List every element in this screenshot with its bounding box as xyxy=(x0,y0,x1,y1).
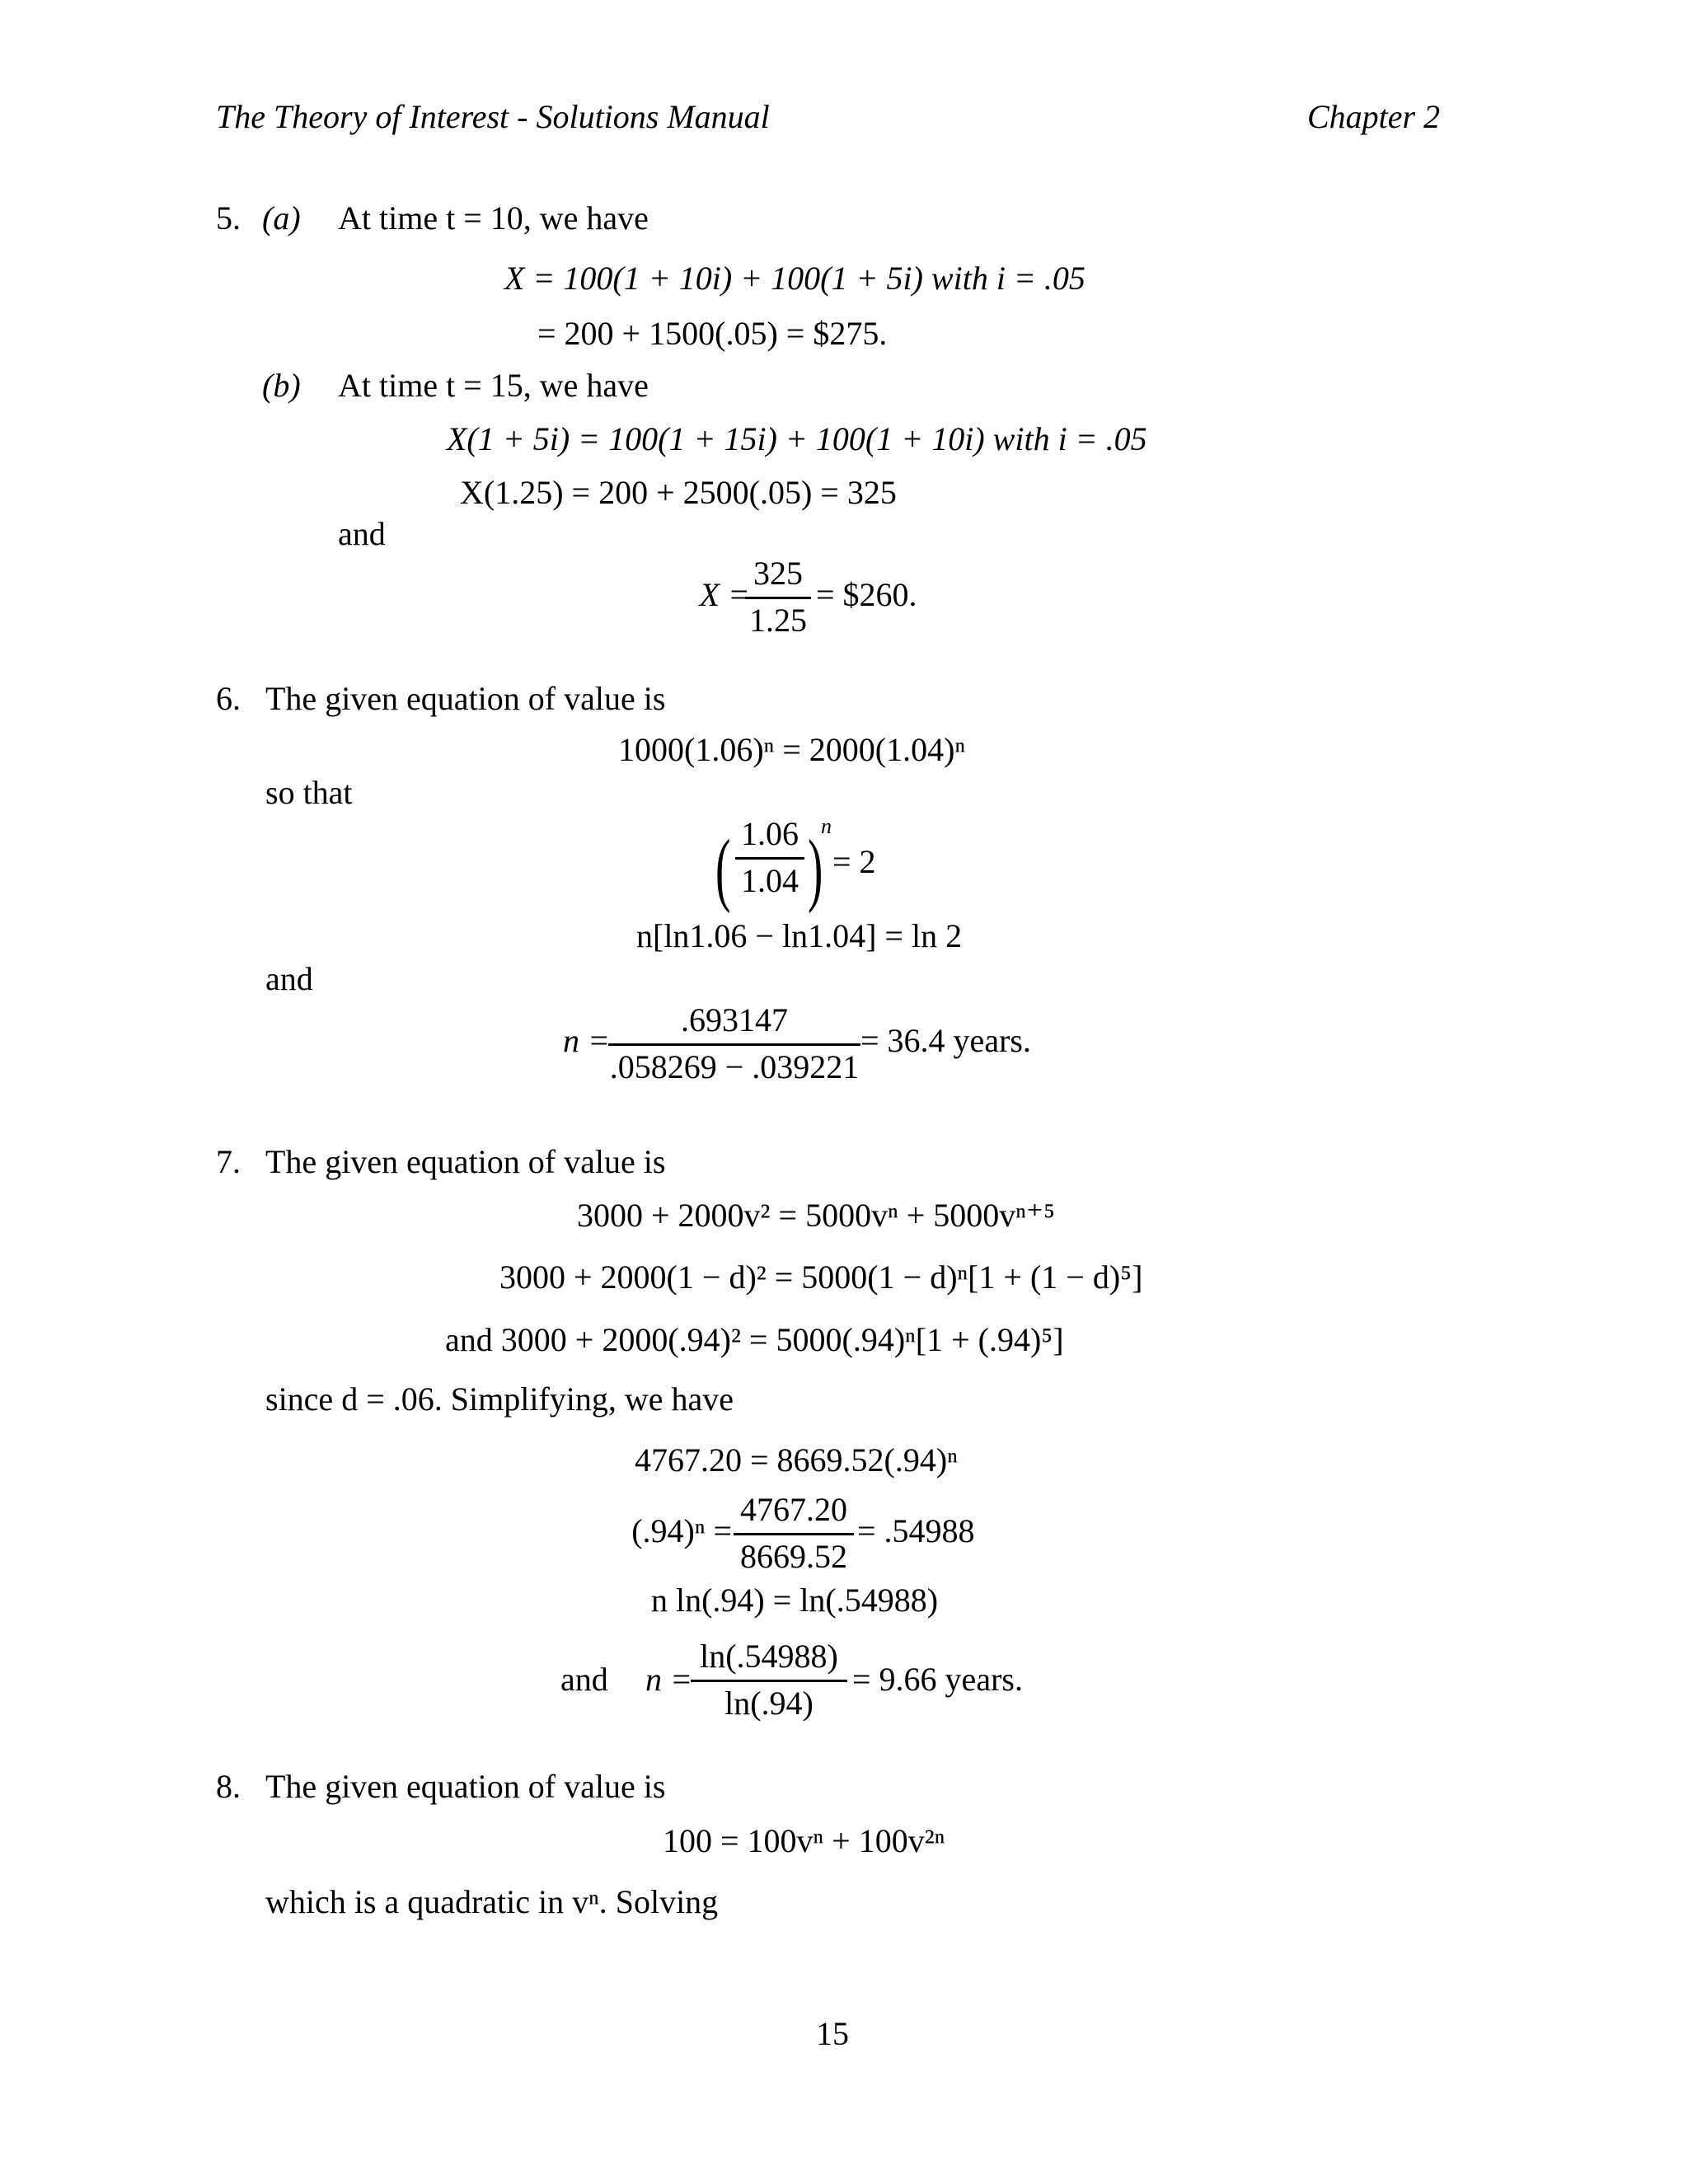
and-text: and xyxy=(560,1661,608,1698)
fraction-6-4 xyxy=(608,1001,860,1085)
numerator: 1.06 xyxy=(741,815,799,852)
problem-6-text: The given equation of value is xyxy=(265,680,666,717)
equation-5b-3-lhs: X = xyxy=(699,576,750,613)
denominator: ln(.94) xyxy=(691,1680,847,1720)
equation-8-1: 100 = 100vⁿ + 100v²ⁿ xyxy=(663,1822,945,1859)
equation-7-1: 3000 + 2000v² = 5000vⁿ + 5000vⁿ⁺⁵ xyxy=(577,1197,1055,1234)
running-header-chapter: Chapter 2 xyxy=(1307,98,1441,135)
since-text: since d = .06. Simplifying, we have xyxy=(265,1380,734,1418)
fraction-7-7 xyxy=(691,1640,847,1720)
numerator: 325 xyxy=(753,555,803,592)
problem-number: 8. xyxy=(216,1768,241,1805)
equation-6-3: n[ln1.06 − ln1.04] = ln 2 xyxy=(636,917,963,954)
equation-7-6: n ln(.94) = ln(.54988) xyxy=(651,1582,939,1619)
equation-5b-3-rhs: = $260. xyxy=(816,576,917,613)
equation-5b-1: X(1 + 5i) = 100(1 + 15i) + 100(1 + 10i) with i = .05 xyxy=(447,420,1147,457)
denominator: .058269 − .039221 xyxy=(608,1043,860,1084)
equation-7-7-lhs: n = xyxy=(645,1661,692,1698)
right-paren: ) xyxy=(808,823,823,914)
equation-5a-2: = 200 + 1500(.05) = $275. xyxy=(537,315,888,352)
denominator: 1.25 xyxy=(745,597,811,637)
problem-number: 7. xyxy=(216,1143,241,1180)
and-text: and xyxy=(338,515,386,552)
equation-5b-2: X(1.25) = 200 + 2500(.05) = 325 xyxy=(460,474,897,511)
denominator: 1.04 xyxy=(735,857,804,898)
fraction-5b xyxy=(745,557,811,637)
equation-7-2: 3000 + 2000(1 − d)² = 5000(1 − d)ⁿ[1 + (1 − d)⁵] xyxy=(499,1258,1143,1296)
problem-number: 6. xyxy=(216,680,241,717)
equation-7-5-rhs: = .54988 xyxy=(857,1512,975,1549)
numerator: 4767.20 xyxy=(740,1491,847,1528)
equation-6-4-rhs: = 36.4 years. xyxy=(860,1022,1031,1059)
and-text: and xyxy=(265,960,313,997)
denominator: 8669.52 xyxy=(734,1533,854,1573)
running-header-title: The Theory of Interest - Solutions Manual xyxy=(216,98,770,135)
numerator: .693147 xyxy=(681,1001,788,1038)
so-that-text: so that xyxy=(265,774,353,811)
equation-7-3: and 3000 + 2000(.94)² = 5000(.94)ⁿ[1 + (.94)⁵] xyxy=(445,1321,1064,1358)
equation-7-5-lhs: (.94)ⁿ = xyxy=(631,1512,732,1549)
problem-number: 5. xyxy=(216,199,241,237)
part-label-a: (a) xyxy=(262,199,301,237)
equation-6-4-lhs: n = xyxy=(563,1022,610,1059)
equation-5a-1: X = 100(1 + 10i) + 100(1 + 5i) with i = .05 xyxy=(504,260,1085,297)
part-label-b: (b) xyxy=(262,367,301,404)
equation-6-1: 1000(1.06)ⁿ = 2000(1.04)ⁿ xyxy=(618,731,966,768)
exponent: n xyxy=(821,814,832,838)
page-number: 15 xyxy=(816,2015,849,2052)
part-b-text: At time t = 15, we have xyxy=(338,367,649,404)
left-paren: ( xyxy=(715,823,731,914)
equation-7-7-rhs: = 9.66 years. xyxy=(852,1661,1023,1698)
numerator: ln(.54988) xyxy=(700,1638,838,1675)
fraction-7-5 xyxy=(734,1493,854,1573)
part-a-text: At time t = 10, we have xyxy=(338,199,649,237)
problem-7-text: The given equation of value is xyxy=(265,1143,666,1180)
problem-8-text-2: which is a quadratic in vⁿ. Solving xyxy=(265,1883,719,1920)
equation-7-4: 4767.20 = 8669.52(.94)ⁿ xyxy=(635,1441,958,1479)
problem-8-text: The given equation of value is xyxy=(265,1768,666,1805)
fraction-6 xyxy=(735,815,804,899)
equation-6-2-rhs: = 2 xyxy=(832,843,876,880)
